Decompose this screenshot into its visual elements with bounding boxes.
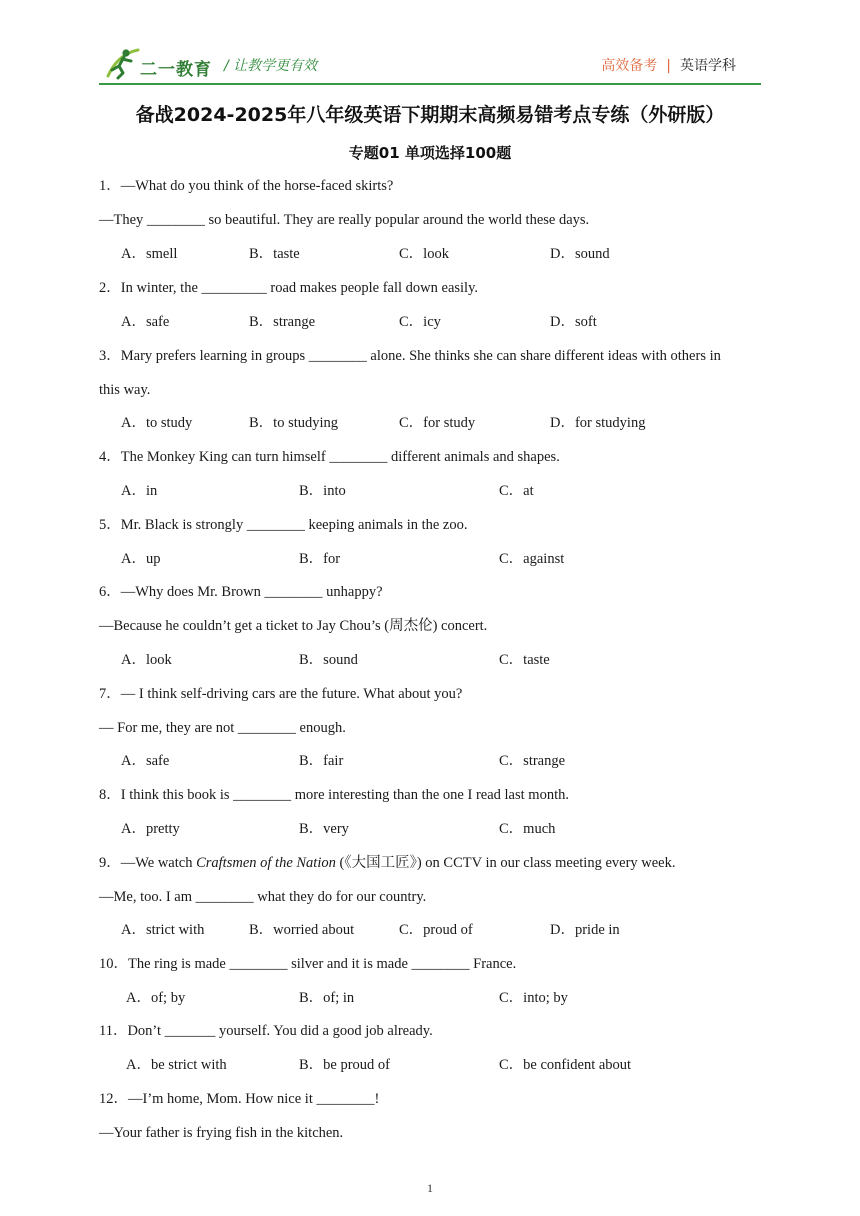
question-9-stem bbox=[99, 853, 676, 873]
question-9-program-title: Craftsmen of the Nation bbox=[196, 855, 336, 871]
question-2-option-b: B．strange bbox=[249, 314, 316, 330]
question-8-option-b: B．very bbox=[299, 821, 349, 837]
question-3-stem: 3．Mary prefers learning in groups ________ alone. She thinks she can share different ideas with others in bbox=[99, 348, 721, 364]
question-4-option-c: C．at bbox=[499, 483, 534, 499]
header-subject: 英语学科 bbox=[680, 58, 736, 74]
question-2-stem: 2．In winter, the _________ road makes people fall down easily. bbox=[99, 280, 479, 296]
logo bbox=[104, 46, 216, 80]
question-6-option-a: A．look bbox=[121, 652, 172, 668]
question-1-option-a: A．smell bbox=[121, 246, 178, 262]
question-10-stem: 10．The ring is made ________ silver and it is made ________ France. bbox=[99, 956, 517, 972]
question-8-stem: 8．I think this book is ________ more interesting than the one I read last month. bbox=[99, 787, 569, 803]
document-title: 备战2024-2025年八年级英语下期期末高频易错考点专练（外研版） bbox=[135, 104, 725, 126]
slogan: / 让教学更有效 bbox=[224, 58, 318, 74]
question-11-stem: 11．Don’t _______ yourself. You did a good job already. bbox=[99, 1023, 433, 1039]
question-11-option-a: A．be strict with bbox=[126, 1057, 227, 1073]
question-8-option-c: C．much bbox=[499, 821, 556, 837]
logo-text: 二一教育 bbox=[140, 60, 212, 80]
header-accent-text: 高效备考 bbox=[601, 58, 658, 74]
runner-icon bbox=[104, 46, 144, 80]
question-1-option-b: B．taste bbox=[249, 246, 300, 262]
question-11-option-c: C．be confident about bbox=[499, 1057, 632, 1073]
question-5-option-b: B．for bbox=[299, 551, 341, 567]
question-5-option-a: A．up bbox=[121, 551, 161, 567]
question-3-line2: this way. bbox=[99, 382, 151, 398]
question-10-option-b: B．of; in bbox=[299, 990, 355, 1006]
question-6-line2: —Because he couldn’t get a ticket to Jay Chou’s (周杰伦) concert. bbox=[99, 618, 488, 634]
question-10-option-a: A．of; by bbox=[126, 990, 186, 1006]
question-6-option-c: C．taste bbox=[499, 652, 550, 668]
page-header bbox=[0, 0, 860, 92]
question-4-stem: 4．The Monkey King can turn himself ________ different animals and shapes. bbox=[99, 449, 560, 465]
question-5-stem: 5．Mr. Black is strongly ________ keeping animals in the zoo. bbox=[99, 517, 468, 533]
question-12-line2: —Your father is frying fish in the kitchen. bbox=[99, 1125, 344, 1141]
header-divider bbox=[99, 83, 761, 85]
question-7-option-b: B．fair bbox=[299, 753, 344, 769]
question-7-line2: — For me, they are not ________ enough. bbox=[99, 720, 346, 736]
header-right bbox=[601, 55, 736, 75]
question-3-option-b: B．to studying bbox=[249, 415, 339, 431]
question-3-option-d: D．for studying bbox=[550, 415, 646, 431]
question-9-line2: —Me, too. I am ________ what they do for our country. bbox=[99, 889, 427, 905]
question-4-option-b: B．into bbox=[299, 483, 346, 499]
question-2-option-a: A．safe bbox=[121, 314, 170, 330]
header-separator: | bbox=[666, 58, 671, 74]
question-3-option-a: A．to study bbox=[121, 415, 193, 431]
document-subtitle: 专题01 单项选择100题 bbox=[348, 144, 512, 162]
question-1-option-c: C．look bbox=[399, 246, 449, 262]
question-11-option-b: B．be proud of bbox=[299, 1057, 391, 1073]
question-1-option-d: D．sound bbox=[550, 246, 610, 262]
question-7-option-c: C．strange bbox=[499, 753, 566, 769]
question-8-option-a: A．pretty bbox=[121, 821, 180, 837]
question-7-option-a: A．safe bbox=[121, 753, 170, 769]
question-9-option-d: D．pride in bbox=[550, 922, 620, 938]
question-6-option-b: B．sound bbox=[299, 652, 358, 668]
question-7-stem: 7．— I think self-driving cars are the future. What about you? bbox=[99, 686, 463, 702]
page-number: 1 bbox=[427, 1181, 433, 1195]
question-3-option-c: C．for study bbox=[399, 415, 476, 431]
question-9-stem-post: (《大国工匠》) on CCTV in our class meeting every week. bbox=[335, 855, 676, 871]
question-4-option-a: A．in bbox=[121, 483, 158, 499]
question-9-option-a: A．strict with bbox=[121, 922, 205, 938]
question-12-stem: 12．—I’m home, Mom. How nice it ________! bbox=[99, 1091, 380, 1107]
question-6-stem: 6．—Why does Mr. Brown ________ unhappy? bbox=[99, 584, 383, 600]
question-2-option-c: C．icy bbox=[399, 314, 441, 330]
question-1-line2: —They ________ so beautiful. They are really popular around the world these days. bbox=[99, 212, 590, 228]
question-9-stem-pre: 9．—We watch bbox=[99, 855, 197, 871]
question-2-option-d: D．soft bbox=[550, 314, 597, 330]
question-10-option-c: C．into; by bbox=[499, 990, 568, 1006]
question-9-option-c: C．proud of bbox=[399, 922, 473, 938]
question-5-option-c: C．against bbox=[499, 551, 565, 567]
question-9-option-b: B．worried about bbox=[249, 922, 355, 938]
question-1-stem: 1．—What do you think of the horse-faced skirts? bbox=[99, 178, 394, 194]
